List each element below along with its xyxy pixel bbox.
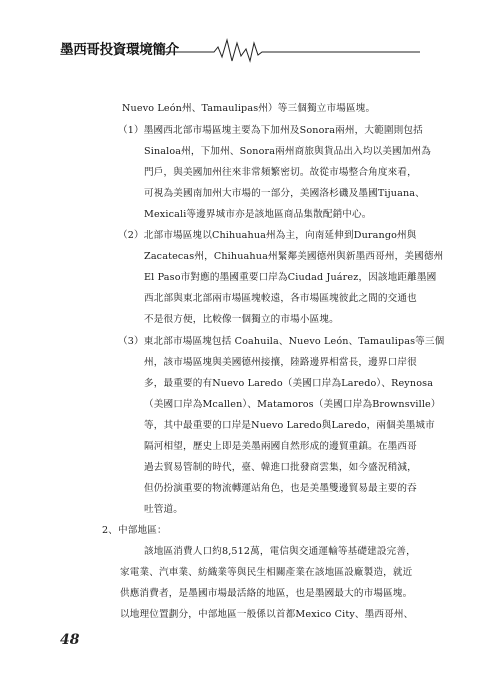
item3-line: （3）東北部市場區塊包括 Coahuila、Nuevo León、Tamaulipas等三個 <box>118 336 445 347</box>
item3-line: 吐管道。 <box>144 504 183 515</box>
section2-line: 家電業、汽車業、紡織業等與民生相關產業在該地區設廠製造，就近 <box>120 567 413 578</box>
item3-line: （美國口岸為Mcallen）、Matamoros（美國口岸為Brownsville） <box>144 399 441 410</box>
item2-line: （2）北部市場區塊以Chihuahua州為主，向南延伸到Durango州與 <box>118 230 417 241</box>
section2-heading: 2、中部地區： <box>102 525 167 536</box>
section2-line: 供應消費者，是墨國市場最活絡的地區，也是墨國最大的市場區塊。 <box>120 588 413 599</box>
item1-line: 可視為美國南加州大市場的一部分，美國洛杉磯及墨國Tijuana、 <box>144 188 425 199</box>
item1-line: Mexicali等邊界城市亦是該地區商品集散配銷中心。 <box>144 209 372 220</box>
item3-line: 多，最重要的有Nuevo Laredo（美國口岸為Laredo）、Reynosa <box>144 378 434 389</box>
item3-line: 過去貿易管制的時代，臺、韓進口批發商雲集，如今盛況稍減， <box>144 462 417 473</box>
item2-line: 不是很方便，比較像一個獨立的市場小區塊。 <box>144 314 339 325</box>
item2-line: El Paso市對應的墨國重要口岸為Ciudad Juárez，因該地距離墨國 <box>144 272 437 283</box>
section2-line: 以地理位置劃分，中部地區一般係以首都Mexico City、墨西哥州、 <box>120 609 414 620</box>
item1-line: （1）墨國西北部市場區塊主要為下加州及Sonora兩州，大範圍則包括 <box>118 125 423 136</box>
item3-line: 但仍扮演重要的物流轉運站角色，也是美墨雙邊貿易最主要的吞 <box>144 483 417 494</box>
section2-line: 該地區消費人口約8,512萬，電信與交通運輸等基礎建設完善， <box>144 546 416 557</box>
item1-line: Sinaloa州，下加州、Sonora兩州商旅與貨品出入均以美國加州為 <box>144 146 432 157</box>
page-number: 48 <box>60 632 80 648</box>
intro-line: Nuevo León州、Tamaulipas州）等三個獨立市場區塊。 <box>122 103 376 114</box>
item3-line: 等，其中最重要的口岸是Nuevo Laredo與Laredo，兩個美墨城市 <box>144 420 435 431</box>
item3-line: 隔河相望，歷史上即是美墨兩國自然形成的邊貿重鎮。在墨西哥 <box>144 441 417 452</box>
item2-line: 西北部與東北部兩市場區塊較遠，各市場區塊彼此之間的交通也 <box>144 293 417 304</box>
item2-line: Zacatecas州，Chihuahua州緊鄰美國德州與新墨西哥州，美國德州 <box>144 251 444 262</box>
header-title: 墨西哥投資環境簡介 <box>60 42 179 58</box>
item1-line: 門戶，與美國加州往來非常頻繁密切。故從市場整合角度來看， <box>144 167 417 178</box>
item3-line: 州，該市場區塊與美國德州接攘，陸路邊界相當長，邊界口岸很 <box>144 357 417 368</box>
